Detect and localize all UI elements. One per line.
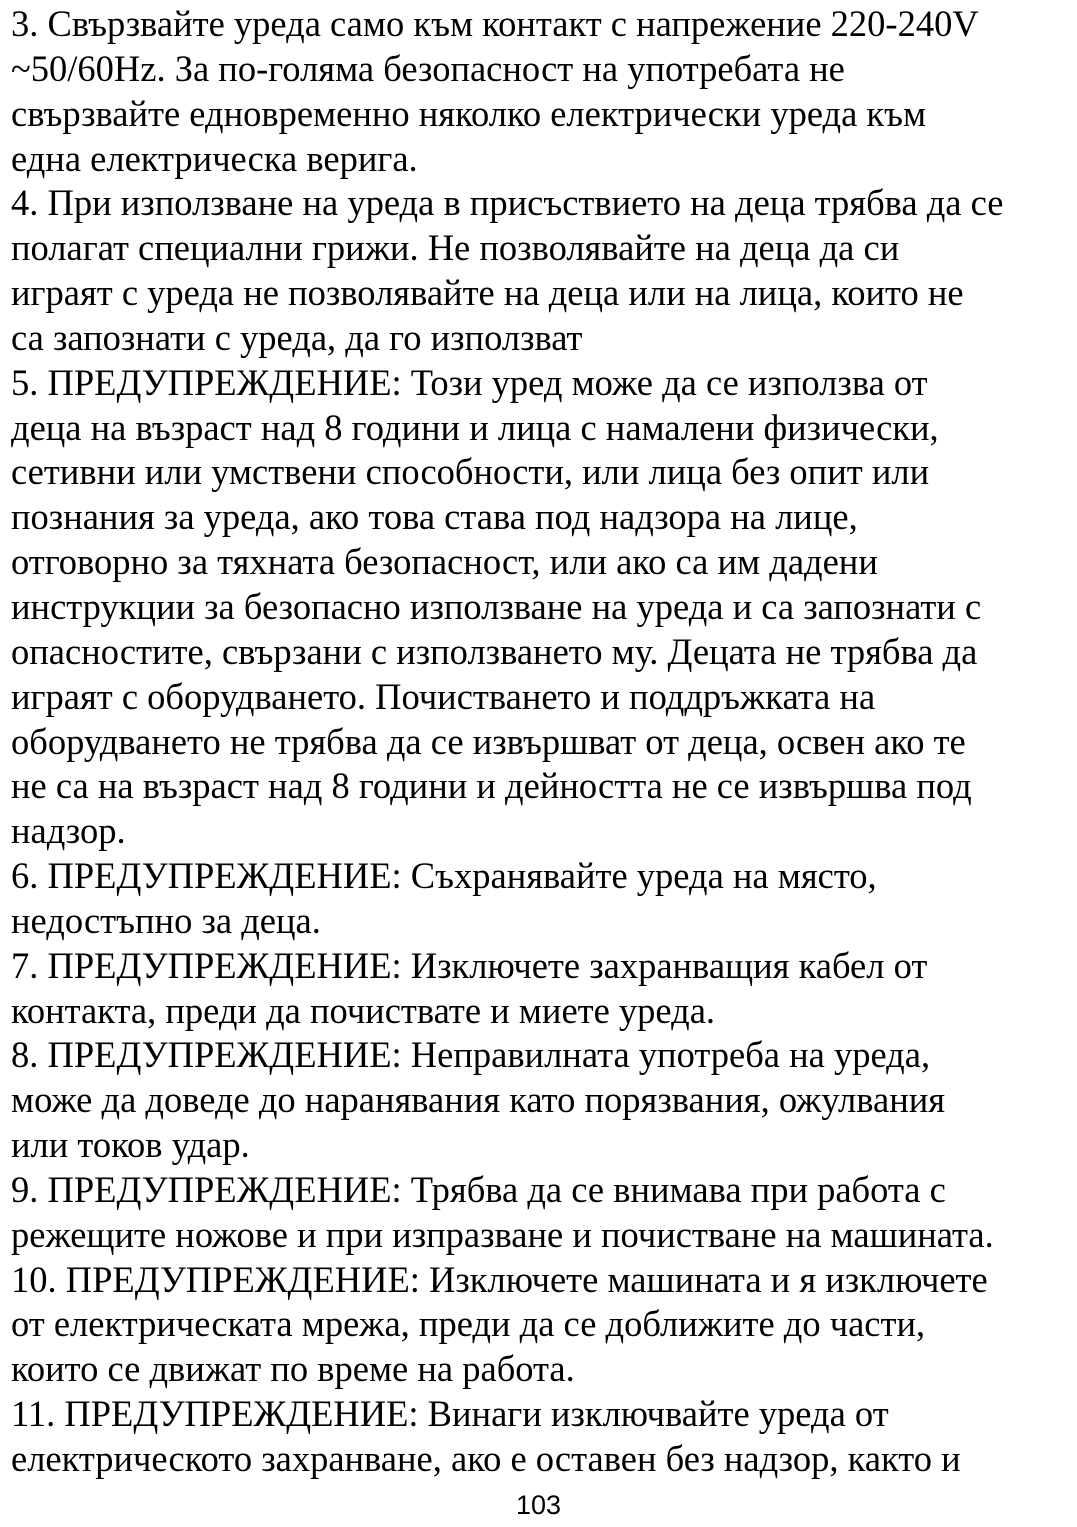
- text-line: ~50/60Hz. За по-голяма безопасност на употребата не: [11, 47, 845, 89]
- text-line: играят с оборудването. Почистването и поддръжката на: [11, 675, 876, 717]
- text-line: инструкции за безопасно използване на уреда и са запознати с: [11, 585, 982, 627]
- text-line: полагат специални грижи. Не позволявайте на деца да си: [11, 227, 900, 269]
- text-line: които се движат по време на работа.: [11, 1348, 575, 1390]
- text-line: 6. ПРЕДУПРЕЖДЕНИЕ: Съхранявайте уреда на място,: [11, 855, 877, 897]
- text-line: от електрическата мрежа, преди да се доближите до части,: [11, 1303, 926, 1345]
- text-line: надзор.: [11, 810, 126, 852]
- text-line: 4. При използване на уреда в присъствието на деца трябва да се: [11, 182, 1004, 224]
- text-line: 3. Свързвайте уреда само към контакт с напрежение 220-240V: [11, 3, 979, 44]
- page-number: 103: [515, 1490, 562, 1520]
- text-line: една електрическа верига.: [11, 137, 418, 179]
- text-line: оборудването не трябва да се извършват от деца, освен ако те: [11, 720, 966, 762]
- text-line: 10. ПРЕДУПРЕЖДЕНИЕ: Изключете машината и я изключете: [11, 1258, 988, 1300]
- text-line: не са на възраст над 8 години и дейността не се извършва под: [11, 765, 972, 807]
- text-line: режещите ножове и при изпразване и почистване на машината.: [11, 1213, 994, 1255]
- text-line: опасностите, свързани с използването му. Децата не трябва да: [11, 630, 978, 672]
- text-line: недостъпно за деца.: [11, 899, 321, 941]
- safety-instructions-text: [11, 2, 1077, 1482]
- text-line: са запознати с уреда, да го използват: [11, 316, 583, 358]
- text-line: деца на възраст над 8 години и лица с намалени физически,: [11, 406, 939, 448]
- text-line: свързвайте едновременно няколко електрически уреда към: [11, 92, 927, 134]
- text-line: електрическото захранване, ако е оставен без надзор, както и: [11, 1438, 961, 1479]
- text-line: играят с уреда не позволявайте на деца или на лица, които не: [11, 272, 964, 314]
- text-line: сетивни или умствени способности, или лица без опит или: [11, 451, 930, 493]
- text-line: отговорно за тяхната безопасност, или ако са им дадени: [11, 541, 878, 583]
- text-line: 7. ПРЕДУПРЕЖДЕНИЕ: Изключете захранващия кабел от: [11, 944, 928, 986]
- text-line: 8. ПРЕДУПРЕЖДЕНИЕ: Неправилната употреба на уреда,: [11, 1034, 931, 1076]
- text-line: 11. ПРЕДУПРЕЖДЕНИЕ: Винаги изключвайте уреда от: [11, 1393, 889, 1435]
- text-line: познания за уреда, ако това става под надзора на лице,: [11, 496, 858, 538]
- text-line: 9. ПРЕДУПРЕЖДЕНИЕ: Трябва да се внимава при работа с: [11, 1168, 946, 1210]
- text-line: контакта, преди да почиствате и миете уреда.: [11, 989, 716, 1031]
- text-line: 5. ПРЕДУПРЕЖДЕНИЕ: Този уред може да се използва от: [11, 361, 928, 403]
- text-line: или токов удар.: [11, 1124, 250, 1166]
- text-line: може да доведе до наранявания като порязвания, ожулвания: [11, 1079, 946, 1121]
